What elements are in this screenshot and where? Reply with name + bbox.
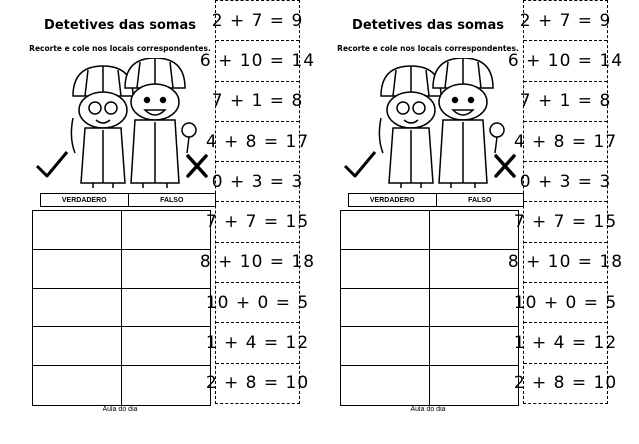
answer-cell-true[interactable] xyxy=(341,211,430,250)
answer-cell-true[interactable] xyxy=(33,366,122,405)
answer-cell-true[interactable] xyxy=(33,327,122,366)
answer-cell-true[interactable] xyxy=(33,289,122,328)
detectives-illustration xyxy=(341,58,519,188)
footer-credit: Aula do dia xyxy=(410,406,446,413)
detective-boy-icon xyxy=(433,58,504,188)
answer-grid xyxy=(340,210,519,406)
equation-card[interactable]: 0 + 3 = 3 xyxy=(524,162,607,202)
footer-credit: Aula do dia xyxy=(102,406,138,413)
answer-cell-true[interactable] xyxy=(33,211,122,250)
answer-cell-false[interactable] xyxy=(430,366,519,405)
answer-cell-true[interactable] xyxy=(341,327,430,366)
answer-cell-false[interactable] xyxy=(430,250,519,289)
equation-card[interactable]: 10 + 0 = 5 xyxy=(216,283,299,323)
worksheet-right xyxy=(333,0,633,444)
detective-girl-icon xyxy=(71,66,133,188)
answer-cell-false[interactable] xyxy=(430,289,519,328)
check-icon xyxy=(37,152,67,176)
worksheet-left xyxy=(25,0,325,444)
equation-card[interactable]: 1 + 4 = 12 xyxy=(524,323,607,363)
detective-girl-icon xyxy=(379,66,441,188)
answer-cell-false[interactable] xyxy=(122,289,211,328)
equation-card[interactable]: 1 + 4 = 12 xyxy=(216,323,299,363)
detectives-illustration xyxy=(33,58,211,188)
detective-boy-icon xyxy=(125,58,196,188)
answer-labels xyxy=(40,193,216,207)
label-false: FALSO xyxy=(129,193,217,207)
answer-cell-false[interactable] xyxy=(430,327,519,366)
worksheet-instructions: Recorte e cole nos locais correspondentes. xyxy=(29,44,211,53)
equation-card[interactable]: 6 + 10 = 14 xyxy=(216,41,299,81)
answer-cell-false[interactable] xyxy=(122,250,211,289)
worksheet-title: Detetives das somas xyxy=(352,18,504,33)
equation-card[interactable]: 2 + 8 = 10 xyxy=(513,373,618,394)
equation-card[interactable]: 8 + 10 = 18 xyxy=(524,243,607,283)
label-false: FALSO xyxy=(437,193,525,207)
equation-card[interactable]: 0 + 3 = 3 xyxy=(216,162,299,202)
label-true: VERDADERO xyxy=(348,193,437,207)
equation-card[interactable]: 6 + 10 = 14 xyxy=(524,41,607,81)
cross-icon xyxy=(188,156,206,176)
cross-icon xyxy=(496,156,514,176)
label-true: VERDADERO xyxy=(40,193,129,207)
equation-cutout-strip xyxy=(507,0,624,404)
answer-cell-true[interactable] xyxy=(341,289,430,328)
worksheet-instructions: Recorte e cole nos locais correspondentes. xyxy=(337,44,519,53)
equation-card[interactable]: 4 + 8 = 17 xyxy=(524,122,607,162)
equation-card[interactable]: 2 + 7 = 9 xyxy=(524,1,607,41)
answer-cell-false[interactable] xyxy=(122,211,211,250)
equation-card[interactable]: 7 + 1 = 8 xyxy=(216,82,299,122)
answer-cell-true[interactable] xyxy=(341,366,430,405)
answer-labels xyxy=(348,193,524,207)
check-icon xyxy=(345,152,375,176)
answer-grid xyxy=(32,210,211,406)
equation-cutout-strip xyxy=(199,0,316,404)
answer-cell-true[interactable] xyxy=(33,250,122,289)
equation-card[interactable]: 2 + 8 = 10 xyxy=(205,373,310,394)
equation-card[interactable]: 7 + 7 = 15 xyxy=(524,202,607,242)
answer-cell-false[interactable] xyxy=(430,211,519,250)
answer-cell-false[interactable] xyxy=(122,327,211,366)
equation-card[interactable]: 10 + 0 = 5 xyxy=(524,283,607,323)
equation-card[interactable]: 8 + 10 = 18 xyxy=(216,243,299,283)
equation-card[interactable]: 7 + 1 = 8 xyxy=(524,82,607,122)
equation-card[interactable]: 7 + 7 = 15 xyxy=(216,202,299,242)
equation-card[interactable]: 4 + 8 = 17 xyxy=(216,122,299,162)
worksheet-title: Detetives das somas xyxy=(44,18,196,33)
equation-card[interactable]: 2 + 7 = 9 xyxy=(216,1,299,41)
answer-cell-true[interactable] xyxy=(341,250,430,289)
answer-cell-false[interactable] xyxy=(122,366,211,405)
